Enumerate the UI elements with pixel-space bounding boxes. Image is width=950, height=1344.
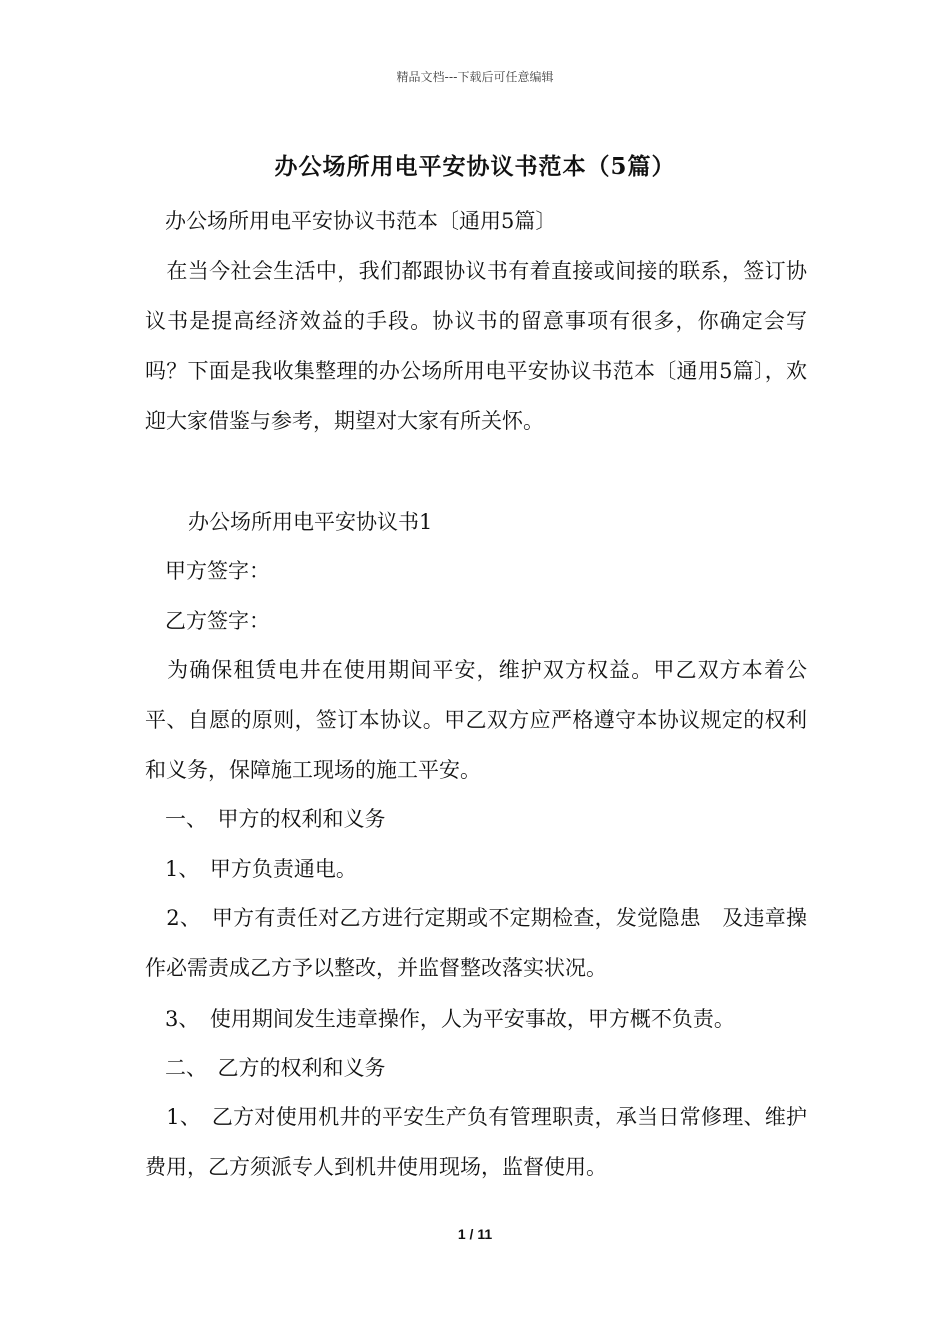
document-title: 办公场所用电平安协议书范本（5篇） — [274, 153, 676, 180]
part-one-heading: 一、 甲方的权利和义务 — [165, 807, 386, 831]
page-header: 精品文档---下载后可任意编辑 — [396, 70, 554, 84]
intro-paragraph: 在当今社会生活中，我们都跟协议书有着直接或间接的联系，签订协议书是提高经济效益的手段。协议书的留意事项有很多，你确定会写吗？下面是我收集整理的办公场所用电平安协议书范本〔通用5篇〕，欢迎大家借鉴与参考，期望对大家有所关怀。 — [145, 259, 807, 433]
part-one-item-3: 3、 使用期间发生违章操作，人为平安事故，甲方概不负责。 — [165, 1007, 735, 1031]
page-number: 1 / 11 — [457, 1226, 493, 1242]
document-subtitle: 办公场所用电平安协议书范本〔通用5篇〕 — [165, 209, 557, 233]
part-two-item-1: 1、 乙方对使用机井的平安生产负有管理职责，承当日常修理、维护费用，乙方须派专人到机井使用现场，监督使用。 — [145, 1105, 807, 1179]
part-one-item-1: 1、 甲方负责通电。 — [165, 857, 357, 881]
part-two-heading: 二、 乙方的权利和义务 — [165, 1056, 386, 1080]
purpose-paragraph: 为确保租赁电井在使用期间平安，维护双方权益。甲乙双方本着公平、自愿的原则，签订本协议。甲乙双方应严格遵守本协议规定的权利和义务，保障施工现场的施工平安。 — [145, 658, 807, 782]
party-a-signature-label: 甲方签字： — [165, 559, 270, 583]
section-title: 办公场所用电平安协议书1 — [188, 510, 433, 534]
part-one-item-2: 2、 甲方有责任对乙方进行定期或不定期检查，发觉隐患 及违章操作必需责成乙方予以整改，并监督整改落实状况。 — [145, 906, 807, 980]
party-b-signature-label: 乙方签字： — [165, 609, 270, 633]
